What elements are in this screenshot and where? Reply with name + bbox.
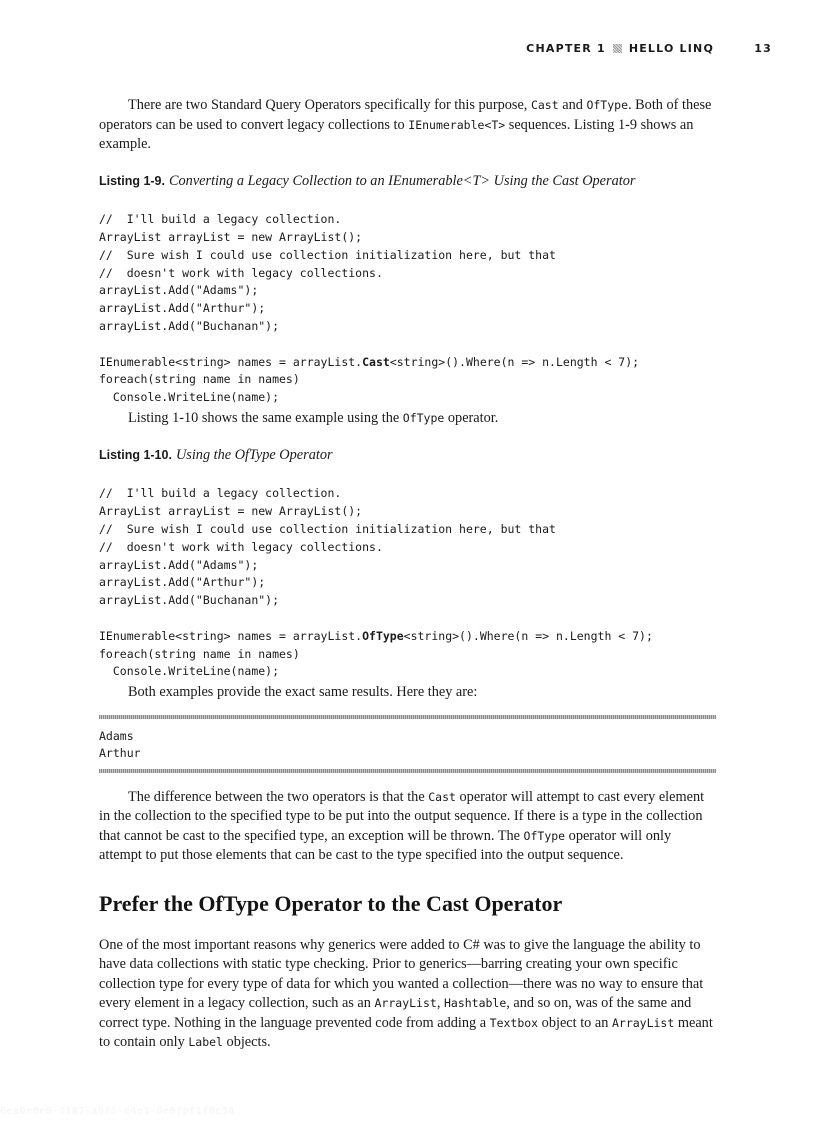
- results-intro: Both examples provide the exact same results. Here they are:: [128, 684, 478, 701]
- watermark-id: 6ea0e0e0-4187-a9f5-e4e1-8e0f0f1f0c34: [0, 1106, 235, 1117]
- code-line: foreach(string name in names): [99, 646, 300, 661]
- code-line: // doesn't work with legacy collections.: [99, 265, 383, 280]
- output-bottom-rule: [99, 769, 716, 773]
- code-line-query: IEnumerable<string> names = arrayList.Cast<string>().Where(n => n.Length < 7);: [99, 354, 640, 369]
- oftype-operator: OfType: [362, 628, 404, 643]
- listing-1-10-title: [99, 446, 716, 465]
- listing-number: Listing 1-9.: [99, 173, 165, 188]
- code-line: ArrayList arrayList = new ArrayList();: [99, 230, 363, 245]
- code-line-query: IEnumerable<string> names = arrayList.OfType<string>().Where(n => n.Length < 7);: [99, 628, 653, 643]
- code-line: // Sure wish I could use collection initialization here, but that: [99, 247, 556, 262]
- page-content: [99, 96, 716, 1053]
- listing-caption: Converting a Legacy Collection to an IEnumerable<T> Using the Cast Operator: [168, 172, 636, 189]
- code-line: arrayList.Add("Adams");: [99, 557, 259, 572]
- code-line: arrayList.Add("Buchanan");: [99, 593, 280, 608]
- listing-1-10-code: [99, 468, 716, 682]
- code-line: // doesn't work with legacy collections.: [99, 539, 383, 554]
- code-line: arrayList.Add("Buchanan");: [99, 319, 280, 334]
- code-line: arrayList.Add("Arthur");: [99, 575, 266, 590]
- between-paragraph: Listing 1-10 shows the same example using the OfType operator.: [128, 410, 499, 427]
- code-line: // Sure wish I could use collection initialization here, but that: [99, 521, 556, 536]
- chapter-label: CHAPTER 1: [526, 42, 606, 55]
- code-line: arrayList.Add("Arthur");: [99, 301, 266, 316]
- section-paragraph: One of the most important reasons why generics were added to C# was to give the language the ability to have data collections with static type checking. Prior to generics—barring creating your own specific collection type for every type of data for which you wanted a collection—there was no way to ensure that every element in a legacy collection, such as an ArrayList, Hashtable, and so on, was of the same and correct type. Nothing in the language prevented code from adding a Textbox object to an ArrayList meant to contain only Label objects.: [99, 936, 713, 1051]
- running-header: [0, 42, 772, 58]
- cast-operator: Cast: [362, 354, 390, 369]
- listing-1-9-title: [99, 172, 716, 191]
- output-line: Adams: [99, 728, 134, 743]
- listing-1-9-code: [99, 194, 716, 408]
- difference-paragraph: The difference between the two operators is that the Cast operator will attempt to cast every element in the collection to the specified type to be put into the output sequence. If there is a type in the collection that cannot be cast to the specified type, an exception will be thrown. The OfType operator will only attempt to put those elements that can be cast to the type specified into the output sequence.: [99, 788, 705, 864]
- code-line-blank: [99, 336, 716, 354]
- listing-number: Listing 1-10.: [99, 447, 172, 462]
- output-lines: [99, 719, 716, 769]
- chapter-title: [526, 42, 714, 55]
- intro-paragraph: There are two Standard Query Operators specifically for this purpose, Cast and OfType. Both of these operators can be used to convert legacy collections to IEnumerable<T> sequences. Listing 1-9 shows an example.: [99, 97, 712, 152]
- code-line: arrayList.Add("Adams");: [99, 283, 259, 298]
- code-line: Console.WriteLine(name);: [99, 390, 280, 405]
- code-line: foreach(string name in names): [99, 372, 300, 387]
- header-separator-icon: [613, 44, 622, 53]
- code-line: ArrayList arrayList = new ArrayList();: [99, 504, 363, 519]
- chapter-name: HELLO LINQ: [628, 42, 714, 55]
- page-number: 13: [754, 42, 772, 55]
- code-line: // I'll build a legacy collection.: [99, 212, 342, 227]
- output-block: [99, 715, 716, 773]
- output-line: Arthur: [99, 746, 141, 761]
- code-line: // I'll build a legacy collection.: [99, 486, 342, 501]
- listing-caption: Using the OfType Operator: [175, 446, 333, 463]
- code-line-blank: [99, 610, 716, 628]
- code-line: Console.WriteLine(name);: [99, 664, 280, 679]
- section-heading: Prefer the OfType Operator to the Cast Operator: [99, 890, 563, 916]
